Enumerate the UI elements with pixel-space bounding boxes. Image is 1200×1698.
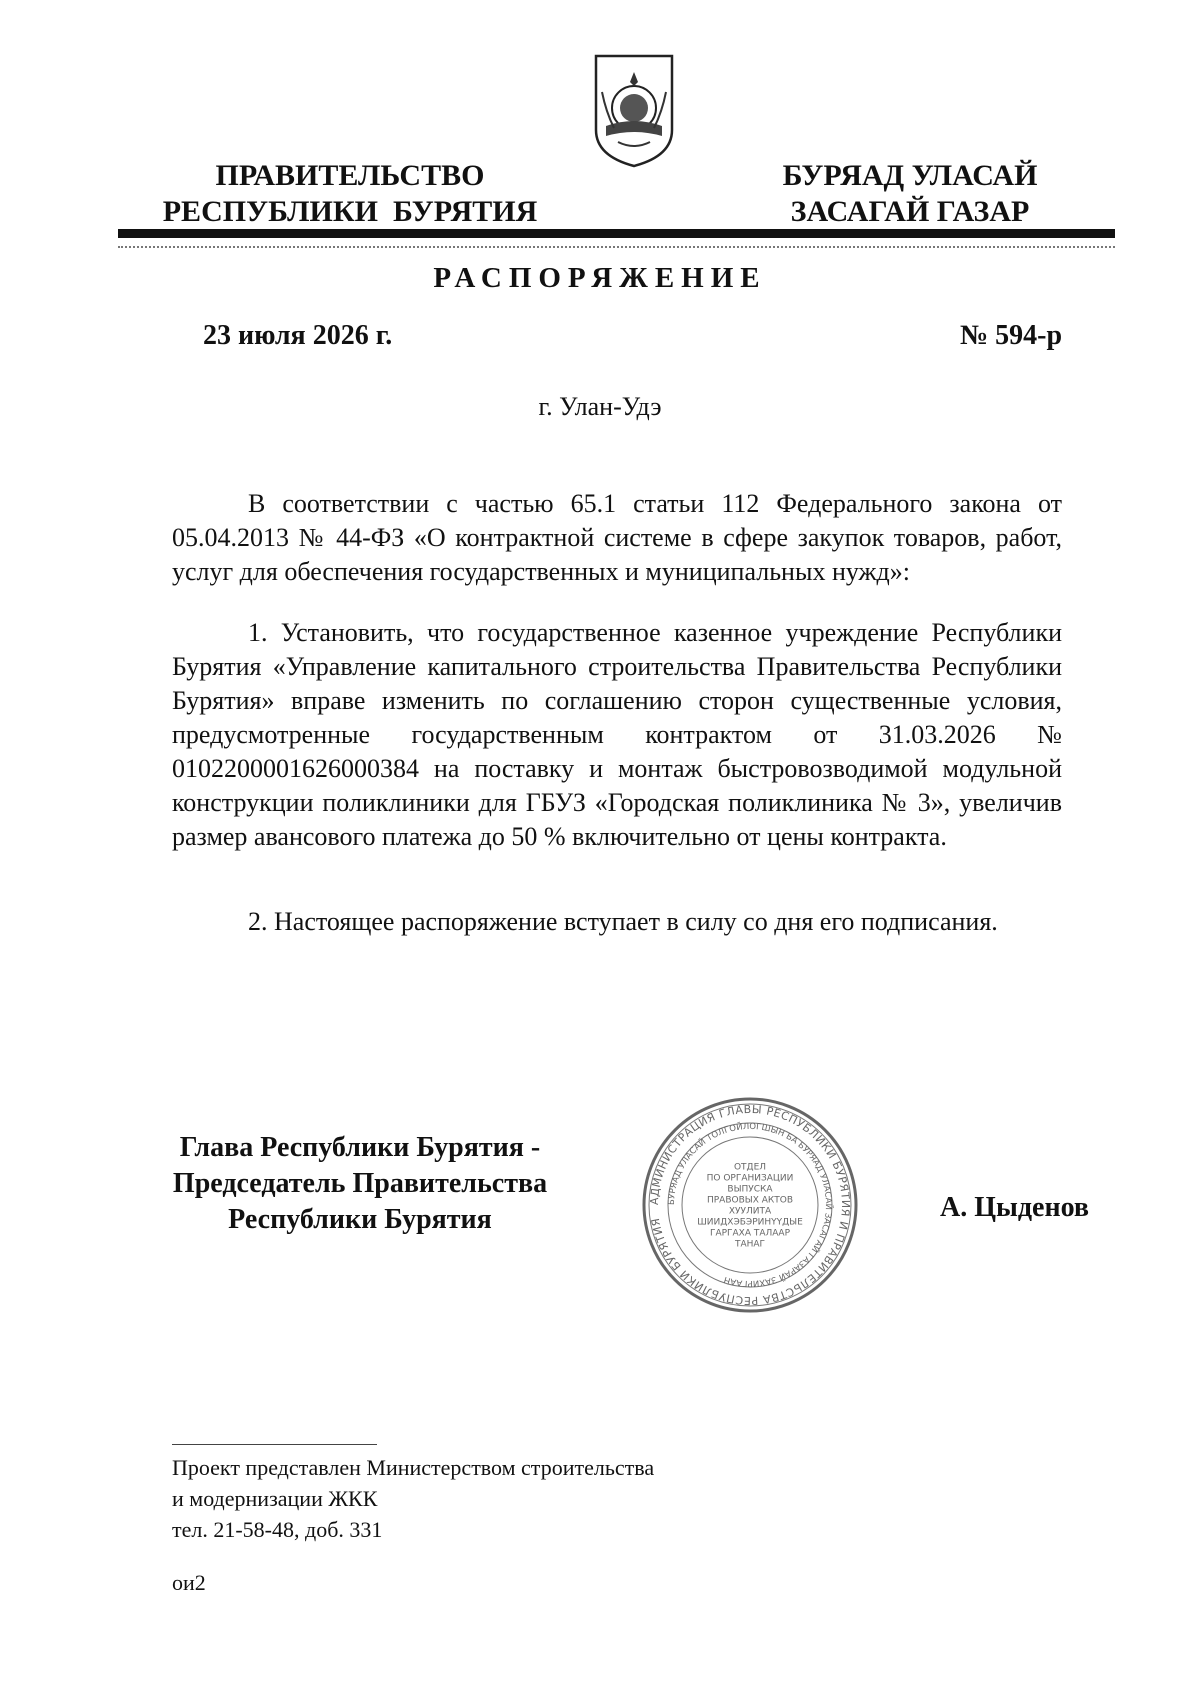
document-title: РАСПОРЯЖЕНИЕ (433, 262, 767, 294)
preamble-paragraph: В соответствии с частью 65.1 статьи 112 Федерального закона от 05.04.2013 № 44-ФЗ «О контрактной системе в сфере закупок товаров, работ, услуг для обеспечения государственных и муниципальных нужд»: (172, 489, 1062, 586)
footer-divider (172, 1444, 377, 1445)
stamp-outer-text: АДМИНИСТРАЦИЯ ГЛАВЫ РЕСПУБЛИКИ БУРЯТИЯ И ПРАВИТЕЛЬСТВА РЕСПУБЛИКИ БУРЯТИЯ (647, 1102, 853, 1308)
header-divider-thick (118, 229, 1115, 238)
clause-2-paragraph: 2. Настоящее распоряжение вступает в силу со дня его подписания. (248, 907, 998, 936)
signatory-name: А. Цыденов (940, 1192, 1090, 1223)
government-name-bua (740, 158, 1080, 230)
document-number: № 594-р (960, 320, 1063, 351)
stamp-center-line: ШИИДХЭБЭРИНҮҮДЫЕ (697, 1217, 803, 1228)
footer-line1: Проект представлен Министерством строительства (172, 1455, 655, 1480)
clause-1-paragraph: 1. Установить, что государственное казенное учреждение Республики Бурятия «Управление капитального строительства Правительства Республики Бурятия» вправе изменить по соглашению сторон существенные условия, предусмотренные государственным контрактом от 31.03.2026 № 0102200001626000384 на поставку и монтаж быстровозводимой модульной конструкции поликлиники для ГБУЗ «Городская поликлиника № 3», увеличив размер авансового платежа до 50 % включительно от цены контракта. (172, 618, 1062, 851)
signatory-title (150, 1130, 570, 1238)
document-date: 23 июля 2026 г. (203, 320, 393, 351)
government-name-bua-line2: ЗАСАГАЙ ГАЗАР (790, 195, 1030, 228)
footer-line3: тел. 21-58-48, доб. 331 (172, 1517, 383, 1542)
document-city: г. Улан-Удэ (538, 392, 662, 421)
government-name-bua-line1: БУРЯАД УЛАСАЙ (782, 159, 1038, 192)
stamp-center-line: ПРАВОВЫХ АКТОВ (706, 1195, 794, 1206)
signatory-title-line2: Председатель Правительства (172, 1168, 548, 1199)
footer-note (172, 1452, 654, 1545)
footer-line2: и модернизации ЖКК (172, 1486, 378, 1511)
header-divider-thin (118, 246, 1115, 248)
stamp-center-line: ПО ОРГАНИЗАЦИИ (706, 1173, 794, 1184)
stamp-center-line: ТАНАГ (734, 1239, 766, 1250)
signatory-title-line1: Глава Республики Бурятия - (179, 1132, 541, 1163)
coat-of-arms-icon (592, 52, 676, 170)
government-name-ru-line1: ПРАВИТЕЛЬСТВО (215, 159, 485, 192)
official-stamp (640, 1095, 860, 1315)
stamp-inner-text: БУРЯАД УЛАСАЙ ТОЛГОЙЛОГШЫН БА БУРЯАД УЛАСАЙ ЗАСАГАЙ ГАЗАРАЙ ЗАХИРГААН (666, 1121, 834, 1289)
footer-code: ои2 (172, 1570, 206, 1595)
signatory-title-line3: Республики Бурятия (228, 1204, 492, 1235)
stamp-center-line: ОТДЕЛ (733, 1162, 767, 1173)
stamp-center-line: ГАРГАХА ТАЛААР (709, 1228, 791, 1239)
stamp-center-line: ВЫПУСКА (727, 1184, 773, 1195)
government-name-ru-line2: РЕСПУБЛИКИ БУРЯТИЯ (162, 195, 538, 228)
government-name-ru (140, 158, 560, 230)
stamp-center-line: ХУУЛИТА (728, 1206, 772, 1217)
